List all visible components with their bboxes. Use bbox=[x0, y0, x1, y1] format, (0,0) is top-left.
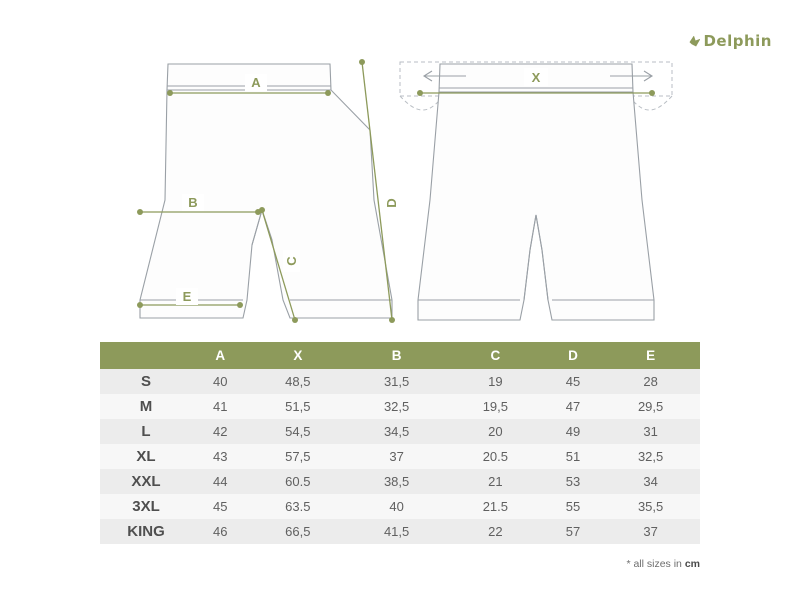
back-view bbox=[400, 62, 672, 320]
footnote bbox=[626, 558, 700, 570]
cell-b: 38,5 bbox=[347, 469, 446, 494]
footnote-unit: cm bbox=[684, 558, 700, 570]
cell-x: 48,5 bbox=[248, 369, 347, 394]
col-header-x: X bbox=[248, 342, 347, 369]
cell-e: 34 bbox=[601, 469, 700, 494]
dim-dot-d-bottom bbox=[389, 317, 395, 323]
dim-dot-x-right bbox=[649, 90, 655, 96]
table-row bbox=[100, 469, 700, 494]
cell-x: 54,5 bbox=[248, 419, 347, 444]
dim-dot-a-right bbox=[325, 90, 331, 96]
cell-e: 35,5 bbox=[601, 494, 700, 519]
dim-dot-e-left bbox=[137, 302, 143, 308]
table-header-row bbox=[100, 342, 700, 369]
cell-c: 21.5 bbox=[446, 494, 545, 519]
size-table bbox=[100, 342, 700, 544]
row-size-label: L bbox=[100, 419, 192, 444]
dim-label-d: D bbox=[384, 198, 399, 208]
dim-label-e: E bbox=[182, 289, 192, 304]
row-size-label: M bbox=[100, 394, 192, 419]
table-row bbox=[100, 394, 700, 419]
cell-x: 60.5 bbox=[248, 469, 347, 494]
cell-c: 22 bbox=[446, 519, 545, 544]
table-corner-cell bbox=[100, 342, 192, 369]
cell-b: 37 bbox=[347, 444, 446, 469]
cell-c: 20.5 bbox=[446, 444, 545, 469]
col-header-b: B bbox=[347, 342, 446, 369]
dim-dot-d-top bbox=[359, 59, 365, 65]
cell-e: 28 bbox=[601, 369, 700, 394]
cell-e: 31 bbox=[601, 419, 700, 444]
row-size-label: KING bbox=[100, 519, 192, 544]
col-header-d: D bbox=[545, 342, 601, 369]
cell-e: 32,5 bbox=[601, 444, 700, 469]
cell-d: 57 bbox=[545, 519, 601, 544]
cell-d: 47 bbox=[545, 394, 601, 419]
cell-d: 53 bbox=[545, 469, 601, 494]
cell-d: 55 bbox=[545, 494, 601, 519]
dim-dot-c-bottom bbox=[292, 317, 298, 323]
back-dash-left bbox=[400, 96, 440, 110]
col-header-e: E bbox=[601, 342, 700, 369]
cell-a: 43 bbox=[192, 444, 248, 469]
cell-e: 29,5 bbox=[601, 394, 700, 419]
cell-a: 45 bbox=[192, 494, 248, 519]
cell-a: 41 bbox=[192, 394, 248, 419]
dim-label-b: B bbox=[188, 195, 198, 210]
table-row bbox=[100, 419, 700, 444]
cell-c: 21 bbox=[446, 469, 545, 494]
table-row bbox=[100, 369, 700, 394]
cell-x: 51,5 bbox=[248, 394, 347, 419]
cell-a: 46 bbox=[192, 519, 248, 544]
footnote-text: * all sizes in bbox=[626, 558, 685, 570]
cell-d: 49 bbox=[545, 419, 601, 444]
cell-c: 19,5 bbox=[446, 394, 545, 419]
cell-x: 57,5 bbox=[248, 444, 347, 469]
dim-label-a: A bbox=[251, 75, 261, 90]
cell-b: 31,5 bbox=[347, 369, 446, 394]
row-size-label: XL bbox=[100, 444, 192, 469]
cell-a: 44 bbox=[192, 469, 248, 494]
table-row bbox=[100, 519, 700, 544]
cell-b: 41,5 bbox=[347, 519, 446, 544]
back-dimension-labels bbox=[524, 68, 548, 86]
cell-d: 51 bbox=[545, 444, 601, 469]
size-table-body bbox=[100, 369, 700, 544]
cell-a: 40 bbox=[192, 369, 248, 394]
cell-c: 20 bbox=[446, 419, 545, 444]
table-row bbox=[100, 494, 700, 519]
cell-e: 37 bbox=[601, 519, 700, 544]
brand-name: Delphin bbox=[703, 32, 772, 50]
dim-label-x: X bbox=[531, 70, 541, 85]
dim-dot-a-left bbox=[167, 90, 173, 96]
cell-b: 34,5 bbox=[347, 419, 446, 444]
row-size-label: S bbox=[100, 369, 192, 394]
back-dash-right bbox=[632, 96, 672, 110]
cell-c: 19 bbox=[446, 369, 545, 394]
row-size-label: 3XL bbox=[100, 494, 192, 519]
cell-x: 66,5 bbox=[248, 519, 347, 544]
dim-dot-x-left bbox=[417, 90, 423, 96]
cell-b: 40 bbox=[347, 494, 446, 519]
dim-dot-c-top bbox=[259, 207, 265, 213]
cell-a: 42 bbox=[192, 419, 248, 444]
size-table-header bbox=[100, 342, 700, 369]
dim-dot-b-left bbox=[137, 209, 143, 215]
col-header-c: C bbox=[446, 342, 545, 369]
row-size-label: XXL bbox=[100, 469, 192, 494]
front-view bbox=[140, 64, 392, 318]
cell-x: 63.5 bbox=[248, 494, 347, 519]
col-header-a: A bbox=[192, 342, 248, 369]
cell-d: 45 bbox=[545, 369, 601, 394]
back-body bbox=[418, 92, 654, 320]
cell-b: 32,5 bbox=[347, 394, 446, 419]
dim-dot-e-right bbox=[237, 302, 243, 308]
dim-label-c: C bbox=[284, 256, 299, 266]
front-body bbox=[140, 90, 392, 318]
table-row bbox=[100, 444, 700, 469]
